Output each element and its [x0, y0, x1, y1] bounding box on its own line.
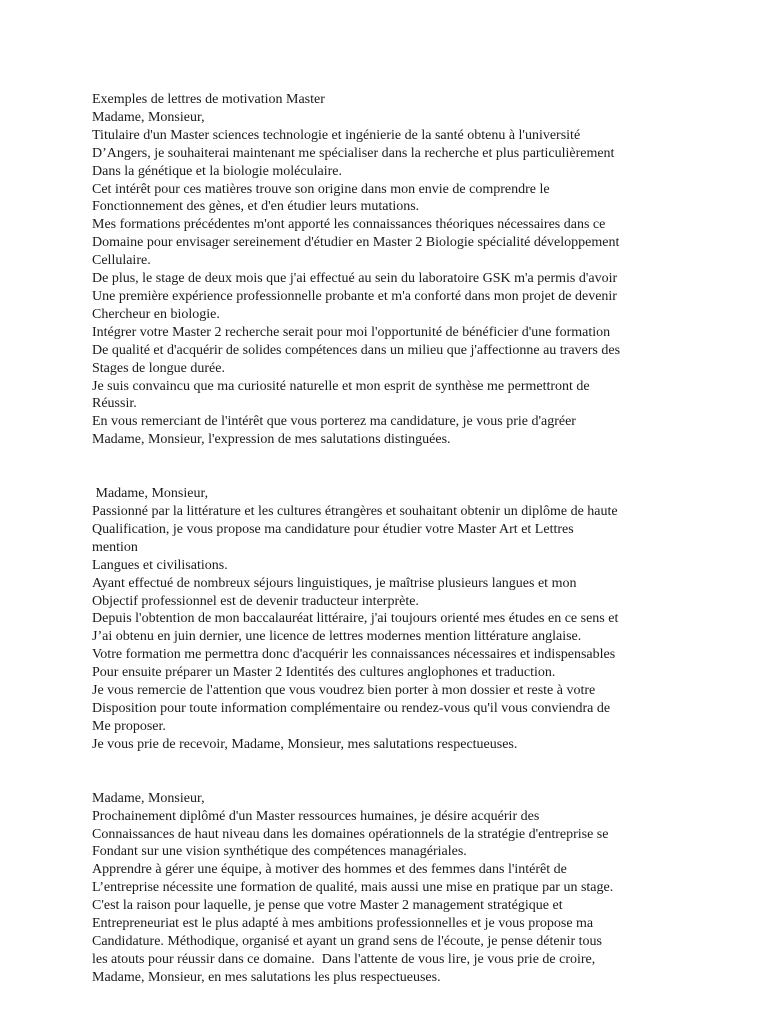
letter-line: Ayant effectué de nombreux séjours linguistiques, je maîtrise plusieurs langues et mon: [92, 575, 577, 591]
letter-line: Depuis l'obtention de mon baccalauréat littéraire, j'ai toujours orienté mes études en ce sens et: [92, 611, 619, 627]
letter-line: Apprendre à gérer une équipe, à motiver des hommes et des femmes dans l'intérêt de: [92, 862, 567, 878]
letter-line: Intégrer votre Master 2 recherche serait pour moi l'opportunité de bénéficier d'une formation: [92, 324, 611, 340]
letter-line: Madame, Monsieur,: [92, 109, 205, 125]
letter-line: En vous remerciant de l'intérêt que vous porterez ma candidature, je vous prie d'agréer: [92, 414, 576, 430]
letter-line: Passionné par la littérature et les cultures étrangères et souhaitant obtenir un diplôme de haute: [92, 504, 618, 520]
letter-line: Je suis convaincu que ma curiosité naturelle et mon esprit de synthèse me permettront de: [92, 378, 590, 394]
letter-line: Je vous prie de recevoir, Madame, Monsieur, mes salutations respectueuses.: [92, 736, 518, 752]
letter-line: De plus, le stage de deux mois que j'ai effectué au sein du laboratoire GSK m'a permis d'avoir: [92, 271, 618, 287]
letter-line: D’Angers, je souhaiterai maintenant me spécialiser dans la recherche et plus particulièrement: [92, 145, 615, 161]
letter-line: Qualification, je vous propose ma candidature pour étudier votre Master Art et Lettres: [92, 521, 574, 537]
letter-line: Dans la génétique et la biologie moléculaire.: [92, 163, 342, 179]
letter-line: Cet intérêt pour ces matières trouve son origine dans mon envie de comprendre le: [92, 181, 550, 197]
letter-line: Madame, Monsieur,: [92, 486, 209, 502]
letter-line: Madame, Monsieur, en mes salutations les plus respectueuses.: [92, 969, 441, 985]
paragraph-gap: [92, 449, 762, 485]
letter-line: Fonctionnement des gènes, et d'en étudier leurs mutations.: [92, 199, 420, 215]
document-page: [92, 91, 762, 987]
letter-line: Objectif professionnel est de devenir traducteur interprète.: [92, 593, 419, 609]
document-title: Exemples de lettres de motivation Master: [92, 92, 325, 107]
letter-line: Langues et civilisations.: [92, 557, 228, 573]
letter-line: Me proposer.: [92, 718, 166, 734]
letter-line: Madame, Monsieur,: [92, 790, 205, 806]
letter-line: Domaine pour envisager sereinement d'étudier en Master 2 Biologie spécialité développement: [92, 235, 620, 251]
letter-line: Madame, Monsieur, l'expression de mes salutations distinguées.: [92, 432, 451, 448]
letter-3: [92, 790, 762, 987]
letter-line: J’ai obtenu en juin dernier, une licence de lettres modernes mention littérature anglaise.: [92, 629, 582, 645]
letter-line: Prochainement diplômé d'un Master ressources humaines, je désire acquérir des: [92, 808, 540, 824]
letter-line: Réussir.: [92, 396, 137, 412]
letter-line: Disposition pour toute information complémentaire ou rendez-vous qu'il vous conviendra de: [92, 701, 611, 716]
letter-line: Titulaire d'un Master sciences technologie et ingénierie de la santé obtenu à l'université: [92, 127, 581, 143]
letter-line: Chercheur en biologie.: [92, 306, 220, 322]
letter-line: Mes formations précédentes m'ont apporté les connaissances théoriques nécessaires dans ce: [92, 217, 606, 233]
letter-line: Une première expérience professionnelle probante et m'a conforté dans mon projet de devenir: [92, 288, 617, 304]
letter-line: Connaissances de haut niveau dans les domaines opérationnels de la stratégie d'entreprise se: [92, 826, 609, 842]
letter-line: Cellulaire.: [92, 253, 151, 269]
letter-line: les atouts pour réussir dans ce domaine. Dans l'attente de vous lire, je vous prie de croire,: [92, 951, 596, 967]
letter-line: mention: [92, 539, 138, 555]
letter-1: [92, 109, 762, 449]
letter-2: [92, 485, 762, 754]
letter-line: De qualité et d'acquérir de solides compétences dans un milieu que j'affectionne au travers des: [92, 342, 621, 358]
letter-line: Entrepreneuriat est le plus adapté à mes ambitions professionnelles et je vous propose ma: [92, 916, 594, 932]
letter-line: L’entreprise nécessite une formation de qualité, mais aussi une mise en pratique par un stage.: [92, 880, 614, 896]
letter-line: Candidature. Méthodique, organisé et ayant un grand sens de l'écoute, je pense détenir tous: [92, 933, 603, 949]
letter-line: Pour ensuite préparer un Master 2 Identités des cultures anglophones et traduction.: [92, 665, 556, 681]
letter-line: Fondant sur une vision synthétique des compétences managériales.: [92, 844, 467, 860]
letter-line: Votre formation me permettra donc d'acquérir les connaissances nécessaires et indispensables: [92, 647, 616, 663]
letter-line: C'est la raison pour laquelle, je pense que votre Master 2 management stratégique et: [92, 898, 563, 914]
paragraph-gap: [92, 754, 762, 790]
letter-line: Stages de longue durée.: [92, 360, 225, 376]
letter-line: Je vous remercie de l'attention que vous voudrez bien porter à mon dossier et reste à votre: [92, 683, 596, 699]
